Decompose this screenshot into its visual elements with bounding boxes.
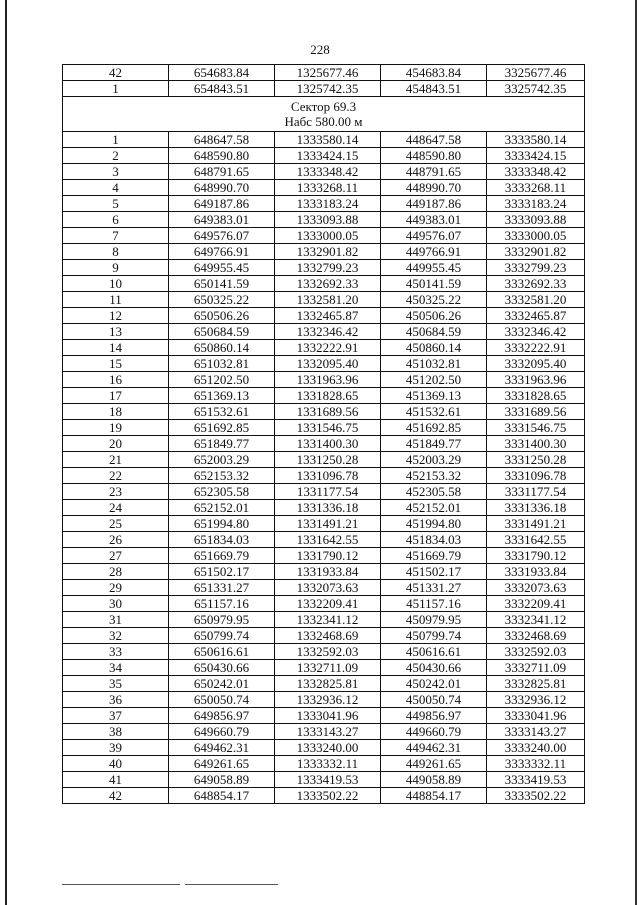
y-local-cell: 3331546.75 bbox=[487, 420, 585, 436]
table-row bbox=[63, 596, 585, 612]
x-local-cell: 449955.45 bbox=[381, 260, 487, 276]
x-coordinate-cell: 649955.45 bbox=[169, 260, 275, 276]
x-coordinate-cell: 649187.86 bbox=[169, 196, 275, 212]
point-number-cell: 33 bbox=[63, 644, 169, 660]
x-local-cell: 451692.85 bbox=[381, 420, 487, 436]
table-row bbox=[63, 244, 585, 260]
table-row bbox=[63, 484, 585, 500]
y-coordinate-cell: 1333000.05 bbox=[275, 228, 381, 244]
y-coordinate-cell: 1332581.20 bbox=[275, 292, 381, 308]
x-coordinate-cell: 648590.80 bbox=[169, 148, 275, 164]
point-number-cell: 41 bbox=[63, 772, 169, 788]
y-coordinate-cell: 1332936.12 bbox=[275, 692, 381, 708]
y-local-cell: 3332341.12 bbox=[487, 612, 585, 628]
y-local-cell: 3331689.56 bbox=[487, 404, 585, 420]
x-coordinate-cell: 651994.80 bbox=[169, 516, 275, 532]
x-local-cell: 450242.01 bbox=[381, 676, 487, 692]
y-coordinate-cell: 1331546.75 bbox=[275, 420, 381, 436]
point-number-cell: 32 bbox=[63, 628, 169, 644]
table-row bbox=[63, 516, 585, 532]
x-coordinate-cell: 651032.81 bbox=[169, 356, 275, 372]
point-number-cell: 28 bbox=[63, 564, 169, 580]
x-local-cell: 450979.95 bbox=[381, 612, 487, 628]
y-coordinate-cell: 1332711.09 bbox=[275, 660, 381, 676]
y-local-cell: 3331491.21 bbox=[487, 516, 585, 532]
x-coordinate-cell: 648990.70 bbox=[169, 180, 275, 196]
table-row bbox=[63, 708, 585, 724]
y-local-cell: 3333143.27 bbox=[487, 724, 585, 740]
point-number-cell: 3 bbox=[63, 164, 169, 180]
x-local-cell: 451502.17 bbox=[381, 564, 487, 580]
x-coordinate-cell: 651202.50 bbox=[169, 372, 275, 388]
x-local-cell: 452152.01 bbox=[381, 500, 487, 516]
point-number-cell: 37 bbox=[63, 708, 169, 724]
x-coordinate-cell: 651331.27 bbox=[169, 580, 275, 596]
point-number-cell: 23 bbox=[63, 484, 169, 500]
x-coordinate-cell: 654683.84 bbox=[169, 65, 275, 81]
x-local-cell: 449058.89 bbox=[381, 772, 487, 788]
x-local-cell: 454843.51 bbox=[381, 81, 487, 97]
point-number-cell: 2 bbox=[63, 148, 169, 164]
y-local-cell: 3333268.11 bbox=[487, 180, 585, 196]
point-number-cell: 25 bbox=[63, 516, 169, 532]
y-coordinate-cell: 1333502.22 bbox=[275, 788, 381, 804]
y-coordinate-cell: 1333348.42 bbox=[275, 164, 381, 180]
x-coordinate-cell: 649383.01 bbox=[169, 212, 275, 228]
x-coordinate-cell: 649660.79 bbox=[169, 724, 275, 740]
table-row bbox=[63, 356, 585, 372]
x-local-cell: 448647.58 bbox=[381, 132, 487, 148]
y-coordinate-cell: 1333268.11 bbox=[275, 180, 381, 196]
x-coordinate-cell: 650684.59 bbox=[169, 324, 275, 340]
x-local-cell: 448590.80 bbox=[381, 148, 487, 164]
y-coordinate-cell: 1331096.78 bbox=[275, 468, 381, 484]
table-row bbox=[63, 548, 585, 564]
x-coordinate-cell: 650506.26 bbox=[169, 308, 275, 324]
point-number-cell: 12 bbox=[63, 308, 169, 324]
x-coordinate-cell: 649462.31 bbox=[169, 740, 275, 756]
y-coordinate-cell: 1333332.11 bbox=[275, 756, 381, 772]
point-number-cell: 34 bbox=[63, 660, 169, 676]
sector-header-row bbox=[63, 97, 585, 132]
table-row bbox=[63, 660, 585, 676]
x-coordinate-cell: 648791.65 bbox=[169, 164, 275, 180]
y-coordinate-cell: 1333093.88 bbox=[275, 212, 381, 228]
x-local-cell: 449187.86 bbox=[381, 196, 487, 212]
point-number-cell: 15 bbox=[63, 356, 169, 372]
x-local-cell: 448990.70 bbox=[381, 180, 487, 196]
y-coordinate-cell: 1331689.56 bbox=[275, 404, 381, 420]
y-local-cell: 3331963.96 bbox=[487, 372, 585, 388]
table-row bbox=[63, 532, 585, 548]
y-coordinate-cell: 1332073.63 bbox=[275, 580, 381, 596]
y-local-cell: 3331933.84 bbox=[487, 564, 585, 580]
y-local-cell: 3332936.12 bbox=[487, 692, 585, 708]
point-number-cell: 11 bbox=[63, 292, 169, 308]
x-local-cell: 448854.17 bbox=[381, 788, 487, 804]
top-rows-group bbox=[63, 65, 585, 97]
table-row bbox=[63, 420, 585, 436]
x-coordinate-cell: 652305.58 bbox=[169, 484, 275, 500]
x-coordinate-cell: 651369.13 bbox=[169, 388, 275, 404]
table-row bbox=[63, 292, 585, 308]
x-local-cell: 451669.79 bbox=[381, 548, 487, 564]
table-row bbox=[63, 436, 585, 452]
table-row bbox=[63, 772, 585, 788]
x-coordinate-cell: 652003.29 bbox=[169, 452, 275, 468]
point-number-cell: 35 bbox=[63, 676, 169, 692]
table-row bbox=[63, 65, 585, 81]
y-local-cell: 3333419.53 bbox=[487, 772, 585, 788]
x-local-cell: 450050.74 bbox=[381, 692, 487, 708]
x-coordinate-cell: 650616.61 bbox=[169, 644, 275, 660]
x-local-cell: 449856.97 bbox=[381, 708, 487, 724]
y-coordinate-cell: 1332465.87 bbox=[275, 308, 381, 324]
y-local-cell: 3331177.54 bbox=[487, 484, 585, 500]
point-number-cell: 17 bbox=[63, 388, 169, 404]
point-number-cell: 19 bbox=[63, 420, 169, 436]
y-coordinate-cell: 1333041.96 bbox=[275, 708, 381, 724]
point-number-cell: 14 bbox=[63, 340, 169, 356]
y-local-cell: 3333502.22 bbox=[487, 788, 585, 804]
x-local-cell: 451202.50 bbox=[381, 372, 487, 388]
x-coordinate-cell: 651834.03 bbox=[169, 532, 275, 548]
point-number-cell: 42 bbox=[63, 65, 169, 81]
x-coordinate-cell: 650860.14 bbox=[169, 340, 275, 356]
x-local-cell: 452003.29 bbox=[381, 452, 487, 468]
y-local-cell: 3332825.81 bbox=[487, 676, 585, 692]
x-coordinate-cell: 651532.61 bbox=[169, 404, 275, 420]
y-coordinate-cell: 1331790.12 bbox=[275, 548, 381, 564]
y-coordinate-cell: 1333419.53 bbox=[275, 772, 381, 788]
y-local-cell: 3332581.20 bbox=[487, 292, 585, 308]
table-row bbox=[63, 164, 585, 180]
table-row bbox=[63, 388, 585, 404]
y-local-cell: 3332073.63 bbox=[487, 580, 585, 596]
y-coordinate-cell: 1331828.65 bbox=[275, 388, 381, 404]
x-coordinate-cell: 649856.97 bbox=[169, 708, 275, 724]
x-local-cell: 451532.61 bbox=[381, 404, 487, 420]
y-coordinate-cell: 1333240.00 bbox=[275, 740, 381, 756]
point-number-cell: 18 bbox=[63, 404, 169, 420]
x-local-cell: 449261.65 bbox=[381, 756, 487, 772]
x-coordinate-cell: 649261.65 bbox=[169, 756, 275, 772]
y-coordinate-cell: 1332209.41 bbox=[275, 596, 381, 612]
x-coordinate-cell: 650141.59 bbox=[169, 276, 275, 292]
y-local-cell: 3333000.05 bbox=[487, 228, 585, 244]
x-coordinate-cell: 650050.74 bbox=[169, 692, 275, 708]
point-number-cell: 13 bbox=[63, 324, 169, 340]
point-number-cell: 27 bbox=[63, 548, 169, 564]
y-coordinate-cell: 1331933.84 bbox=[275, 564, 381, 580]
point-number-cell: 7 bbox=[63, 228, 169, 244]
y-local-cell: 3333348.42 bbox=[487, 164, 585, 180]
y-local-cell: 3332222.91 bbox=[487, 340, 585, 356]
y-local-cell: 3331400.30 bbox=[487, 436, 585, 452]
table-row bbox=[63, 644, 585, 660]
table-row bbox=[63, 612, 585, 628]
y-coordinate-cell: 1325742.35 bbox=[275, 81, 381, 97]
y-coordinate-cell: 1333580.14 bbox=[275, 132, 381, 148]
y-local-cell: 3332346.42 bbox=[487, 324, 585, 340]
y-local-cell: 3331250.28 bbox=[487, 452, 585, 468]
y-local-cell: 3333240.00 bbox=[487, 740, 585, 756]
table-row bbox=[63, 196, 585, 212]
x-coordinate-cell: 652153.32 bbox=[169, 468, 275, 484]
sector-title: Сектор 69.3 bbox=[290, 99, 357, 114]
y-local-cell: 3332711.09 bbox=[487, 660, 585, 676]
y-local-cell: 3325677.46 bbox=[487, 65, 585, 81]
y-local-cell: 3332901.82 bbox=[487, 244, 585, 260]
y-coordinate-cell: 1332222.91 bbox=[275, 340, 381, 356]
page-scan-edge-right bbox=[635, 0, 637, 905]
point-number-cell: 10 bbox=[63, 276, 169, 292]
table-row bbox=[63, 724, 585, 740]
point-number-cell: 9 bbox=[63, 260, 169, 276]
point-number-cell: 21 bbox=[63, 452, 169, 468]
point-number-cell: 24 bbox=[63, 500, 169, 516]
x-coordinate-cell: 649058.89 bbox=[169, 772, 275, 788]
y-coordinate-cell: 1332901.82 bbox=[275, 244, 381, 260]
point-number-cell: 42 bbox=[63, 788, 169, 804]
table-row bbox=[63, 228, 585, 244]
table-row bbox=[63, 132, 585, 148]
y-local-cell: 3332692.33 bbox=[487, 276, 585, 292]
x-local-cell: 448791.65 bbox=[381, 164, 487, 180]
x-coordinate-cell: 650242.01 bbox=[169, 676, 275, 692]
sector-rows-group bbox=[63, 132, 585, 804]
x-coordinate-cell: 650979.95 bbox=[169, 612, 275, 628]
y-coordinate-cell: 1331336.18 bbox=[275, 500, 381, 516]
table-row bbox=[63, 81, 585, 97]
point-number-cell: 38 bbox=[63, 724, 169, 740]
table-row bbox=[63, 580, 585, 596]
y-coordinate-cell: 1333143.27 bbox=[275, 724, 381, 740]
point-number-cell: 5 bbox=[63, 196, 169, 212]
table-row bbox=[63, 500, 585, 516]
point-number-cell: 29 bbox=[63, 580, 169, 596]
x-coordinate-cell: 651157.16 bbox=[169, 596, 275, 612]
y-local-cell: 3333041.96 bbox=[487, 708, 585, 724]
table-row bbox=[63, 148, 585, 164]
y-local-cell: 3332209.41 bbox=[487, 596, 585, 612]
x-local-cell: 450141.59 bbox=[381, 276, 487, 292]
table-row bbox=[63, 740, 585, 756]
x-coordinate-cell: 648647.58 bbox=[169, 132, 275, 148]
y-coordinate-cell: 1331250.28 bbox=[275, 452, 381, 468]
x-coordinate-cell: 649576.07 bbox=[169, 228, 275, 244]
table-row bbox=[63, 372, 585, 388]
x-local-cell: 450430.66 bbox=[381, 660, 487, 676]
y-coordinate-cell: 1331177.54 bbox=[275, 484, 381, 500]
y-local-cell: 3331336.18 bbox=[487, 500, 585, 516]
x-local-cell: 450325.22 bbox=[381, 292, 487, 308]
y-local-cell: 3331096.78 bbox=[487, 468, 585, 484]
x-local-cell: 450506.26 bbox=[381, 308, 487, 324]
point-number-cell: 26 bbox=[63, 532, 169, 548]
y-coordinate-cell: 1332095.40 bbox=[275, 356, 381, 372]
table-row bbox=[63, 276, 585, 292]
x-local-cell: 449766.91 bbox=[381, 244, 487, 260]
table-row bbox=[63, 324, 585, 340]
coordinates-table bbox=[62, 64, 585, 804]
y-coordinate-cell: 1331963.96 bbox=[275, 372, 381, 388]
x-coordinate-cell: 652152.01 bbox=[169, 500, 275, 516]
x-local-cell: 450799.74 bbox=[381, 628, 487, 644]
point-number-cell: 22 bbox=[63, 468, 169, 484]
x-local-cell: 449383.01 bbox=[381, 212, 487, 228]
y-coordinate-cell: 1332346.42 bbox=[275, 324, 381, 340]
x-coordinate-cell: 651692.85 bbox=[169, 420, 275, 436]
x-local-cell: 454683.84 bbox=[381, 65, 487, 81]
y-local-cell: 3325742.35 bbox=[487, 81, 585, 97]
x-local-cell: 451369.13 bbox=[381, 388, 487, 404]
x-local-cell: 451849.77 bbox=[381, 436, 487, 452]
table-row bbox=[63, 676, 585, 692]
point-number-cell: 1 bbox=[63, 81, 169, 97]
y-coordinate-cell: 1332692.33 bbox=[275, 276, 381, 292]
y-local-cell: 3333424.15 bbox=[487, 148, 585, 164]
sector-header-cell bbox=[63, 97, 585, 132]
point-number-cell: 16 bbox=[63, 372, 169, 388]
table-row bbox=[63, 756, 585, 772]
y-local-cell: 3331828.65 bbox=[487, 388, 585, 404]
x-local-cell: 450684.59 bbox=[381, 324, 487, 340]
y-coordinate-cell: 1332592.03 bbox=[275, 644, 381, 660]
x-local-cell: 451994.80 bbox=[381, 516, 487, 532]
y-coordinate-cell: 1332468.69 bbox=[275, 628, 381, 644]
y-coordinate-cell: 1333183.24 bbox=[275, 196, 381, 212]
point-number-cell: 8 bbox=[63, 244, 169, 260]
y-coordinate-cell: 1325677.46 bbox=[275, 65, 381, 81]
table-row bbox=[63, 564, 585, 580]
y-local-cell: 3333332.11 bbox=[487, 756, 585, 772]
x-coordinate-cell: 649766.91 bbox=[169, 244, 275, 260]
y-local-cell: 3331790.12 bbox=[487, 548, 585, 564]
x-coordinate-cell: 651849.77 bbox=[169, 436, 275, 452]
table-row bbox=[63, 308, 585, 324]
y-coordinate-cell: 1331400.30 bbox=[275, 436, 381, 452]
point-number-cell: 4 bbox=[63, 180, 169, 196]
table-row bbox=[63, 260, 585, 276]
y-local-cell: 3332095.40 bbox=[487, 356, 585, 372]
x-coordinate-cell: 650799.74 bbox=[169, 628, 275, 644]
x-coordinate-cell: 654843.51 bbox=[169, 81, 275, 97]
x-coordinate-cell: 651669.79 bbox=[169, 548, 275, 564]
point-number-cell: 39 bbox=[63, 740, 169, 756]
x-local-cell: 449660.79 bbox=[381, 724, 487, 740]
table-row bbox=[63, 628, 585, 644]
y-local-cell: 3333183.24 bbox=[487, 196, 585, 212]
point-number-cell: 36 bbox=[63, 692, 169, 708]
y-local-cell: 3332592.03 bbox=[487, 644, 585, 660]
y-local-cell: 3331642.55 bbox=[487, 532, 585, 548]
footer-rule-left bbox=[62, 884, 180, 885]
x-coordinate-cell: 648854.17 bbox=[169, 788, 275, 804]
y-coordinate-cell: 1332799.23 bbox=[275, 260, 381, 276]
point-number-cell: 30 bbox=[63, 596, 169, 612]
y-coordinate-cell: 1331491.21 bbox=[275, 516, 381, 532]
point-number-cell: 6 bbox=[63, 212, 169, 228]
x-coordinate-cell: 651502.17 bbox=[169, 564, 275, 580]
page-number: 228 bbox=[310, 42, 330, 57]
y-coordinate-cell: 1331642.55 bbox=[275, 532, 381, 548]
y-coordinate-cell: 1333424.15 bbox=[275, 148, 381, 164]
table-row bbox=[63, 340, 585, 356]
sector-header-group bbox=[63, 97, 585, 132]
point-number-cell: 20 bbox=[63, 436, 169, 452]
y-local-cell: 3333093.88 bbox=[487, 212, 585, 228]
footer-rule-right bbox=[185, 884, 278, 885]
table-row bbox=[63, 452, 585, 468]
x-local-cell: 452153.32 bbox=[381, 468, 487, 484]
x-local-cell: 450860.14 bbox=[381, 340, 487, 356]
y-local-cell: 3332468.69 bbox=[487, 628, 585, 644]
table-row bbox=[63, 212, 585, 228]
y-local-cell: 3332799.23 bbox=[487, 260, 585, 276]
y-coordinate-cell: 1332825.81 bbox=[275, 676, 381, 692]
page-scan-edge-left bbox=[5, 0, 7, 905]
x-coordinate-cell: 650325.22 bbox=[169, 292, 275, 308]
x-local-cell: 451157.16 bbox=[381, 596, 487, 612]
x-local-cell: 451834.03 bbox=[381, 532, 487, 548]
point-number-cell: 1 bbox=[63, 132, 169, 148]
x-local-cell: 452305.58 bbox=[381, 484, 487, 500]
y-local-cell: 3333580.14 bbox=[487, 132, 585, 148]
x-local-cell: 451032.81 bbox=[381, 356, 487, 372]
x-coordinate-cell: 650430.66 bbox=[169, 660, 275, 676]
table-row bbox=[63, 404, 585, 420]
point-number-cell: 40 bbox=[63, 756, 169, 772]
y-coordinate-cell: 1332341.12 bbox=[275, 612, 381, 628]
table-row bbox=[63, 468, 585, 484]
x-local-cell: 450616.61 bbox=[381, 644, 487, 660]
y-local-cell: 3332465.87 bbox=[487, 308, 585, 324]
table-row bbox=[63, 692, 585, 708]
table-row bbox=[63, 788, 585, 804]
x-local-cell: 451331.27 bbox=[381, 580, 487, 596]
x-local-cell: 449462.31 bbox=[381, 740, 487, 756]
table-row bbox=[63, 180, 585, 196]
point-number-cell: 31 bbox=[63, 612, 169, 628]
x-local-cell: 449576.07 bbox=[381, 228, 487, 244]
sector-elevation: Набс 580.00 м bbox=[284, 114, 363, 129]
